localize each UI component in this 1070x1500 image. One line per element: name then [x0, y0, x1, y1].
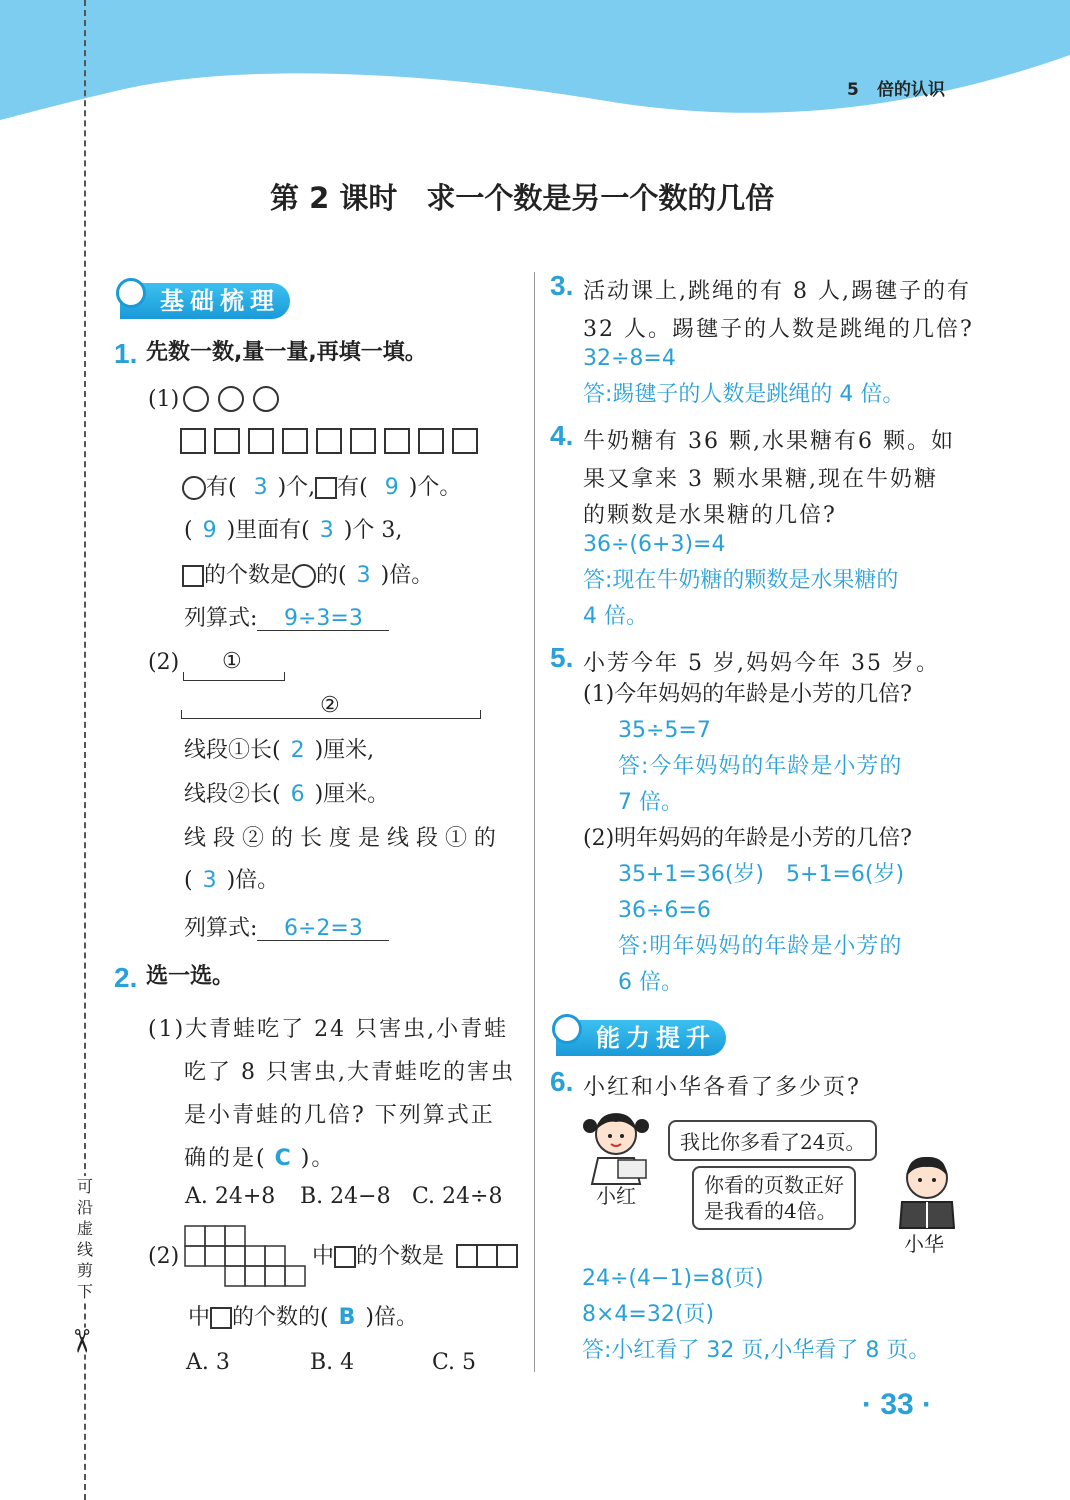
q6-answer-1: 24÷(4−1)=8(页) [582, 1266, 764, 1291]
q5-p2-answer-1: 35+1=36(岁) 5+1=6(岁) [618, 862, 905, 887]
square-symbol [182, 565, 204, 587]
q5-p2-answer-4: 6 倍。 [618, 970, 683, 995]
q3-answer-2: 答:踢毽子的人数是跳绳的 4 倍。 [583, 382, 905, 407]
speech-bubble-2: 你看的页数正好 是我看的4倍。 [692, 1166, 856, 1230]
q2-p2-option-c: C. 5 [432, 1350, 477, 1375]
q2-prompt: 选一选。 [146, 964, 235, 989]
q1-p1-label: (1) [148, 387, 180, 412]
q2-p2-option-a: A. 3 [186, 1350, 230, 1375]
q6-answer-2: 8×4=32(页) [582, 1302, 715, 1327]
q1-p2-formula: 列算式: 6÷2=3 [184, 918, 389, 941]
q1-number: 1. [114, 338, 138, 369]
q1-p1-formula: 列算式: 9÷3=3 [184, 608, 389, 631]
q5-p1: (1)今年妈妈的年龄是小芳的几倍? [583, 682, 912, 707]
q3-line2: 32 人。踢毽子的人数是跳绳的几倍? [583, 317, 974, 342]
q3-answer-1: 32÷8=4 [583, 346, 676, 371]
q5-p1-answer-2: 答:今年妈妈的年龄是小芳的 [618, 754, 903, 779]
page-number: · 33 · [862, 1388, 933, 1421]
q5-number: 5. [550, 642, 574, 673]
q4-line1: 牛奶糖有 36 颗,水果糖有6 颗。如 [583, 429, 955, 454]
q5-p1-answer-1: 35÷5=7 [618, 718, 711, 743]
clock-icon [116, 278, 146, 308]
q6-line: 小红和小华各看了多少页? [583, 1075, 861, 1100]
column-divider [534, 272, 535, 1372]
q2-p1-option-b: B. 24−8 [300, 1184, 391, 1209]
boy-illustration [896, 1152, 958, 1232]
q1-p2-label: (2) [148, 650, 180, 675]
q6-answer-3: 答:小红看了 32 页,小华看了 8 页。 [582, 1338, 931, 1363]
q2-p1-line2: 吃了 8 只害虫,大青蛙吃的害虫 [184, 1060, 515, 1085]
circle-symbol [182, 476, 206, 500]
q2-p2-label: (2) [148, 1244, 180, 1269]
page-title: 第 2 课时 求一个数是另一个数的几倍 [270, 181, 775, 215]
q2-p1-line3: 是小青蛙的几倍? 下列算式正 [184, 1103, 495, 1128]
q5-p2-answer-2: 36÷6=6 [618, 898, 711, 923]
speech-bubble-1: 我比你多看了24页。 [668, 1120, 877, 1161]
q1-p2-line4: ( 3 )倍。 [184, 868, 280, 893]
q4-answer-1: 36÷(6+3)=4 [583, 532, 726, 557]
cut-note: 可 沿 虚 线 剪 下 [76, 1177, 93, 1301]
q5-p2: (2)明年妈妈的年龄是小芳的几倍? [583, 826, 912, 851]
grid-figure [184, 1225, 306, 1287]
q4-line2: 果又拿来 3 颗水果糖,现在牛奶糖 [583, 467, 938, 492]
circle-symbol [292, 564, 316, 588]
square-symbol [315, 477, 337, 499]
q3-number: 3. [550, 270, 574, 301]
q1-p1-line1: 有( 3 )个, 有( 9 )个。 [182, 476, 461, 500]
q4-line3: 的颗数是水果糖的几倍? [583, 503, 837, 528]
q2-p2-option-b: B. 4 [310, 1350, 355, 1375]
boy-name: 小华 [904, 1232, 944, 1256]
girl-illustration [580, 1106, 656, 1186]
q2-p2-text: 中 的个数是 [312, 1244, 445, 1269]
scissors-icon: ✂ [62, 1327, 101, 1355]
q2-p2-line2: 中 的个数的( B )倍。 [188, 1305, 418, 1330]
q1-p2-line2: 线段②长( 6 )厘米。 [184, 782, 390, 807]
section-advanced: 能力提升 [556, 1020, 726, 1056]
unit-title: 倍的认识 [877, 80, 945, 100]
q4-answer-2: 答:现在牛奶糖的颗数是水果糖的 [583, 568, 899, 593]
header-wave [0, 0, 1070, 130]
q4-number: 4. [550, 420, 574, 451]
q4-answer-3: 4 倍。 [583, 604, 648, 629]
q5-line: 小芳今年 5 岁,妈妈今年 35 岁。 [583, 651, 940, 676]
unit-number: 5 [847, 80, 859, 100]
circle-row [183, 386, 279, 412]
q2-p1-line4: 确的是( C )。 [184, 1146, 336, 1171]
q5-p2-answer-3: 答:明年妈妈的年龄是小芳的 [618, 934, 903, 959]
q5-p1-answer-3: 7 倍。 [618, 790, 683, 815]
q1-p1-line3: 的个数是 的( 3 )倍。 [182, 564, 433, 588]
segment-1-label: ① [222, 649, 242, 674]
section-basic: 基础梳理 [120, 283, 290, 319]
q3-line1: 活动课上,跳绳的有 8 人,踢毽子的有 [583, 279, 971, 304]
segment-2-label: ② [320, 693, 340, 718]
q2-number: 2. [114, 962, 138, 993]
q2-p1-option-c: C. 24÷8 [412, 1184, 503, 1209]
q1-p2-line3: 线 段 ② 的 长 度 是 线 段 ① 的 [184, 826, 496, 851]
square-row [180, 428, 478, 454]
q2-p1-option-a: A. 24+8 [185, 1184, 276, 1209]
q2-p1-line1: (1)大青蛙吃了 24 只害虫,小青蛙 [148, 1017, 509, 1042]
q1-p2-line1: 线段①长( 2 )厘米, [184, 738, 375, 763]
girl-name: 小红 [596, 1184, 636, 1208]
clock-icon [552, 1014, 582, 1044]
q1-prompt: 先数一数,量一量,再填一填。 [146, 340, 427, 365]
q6-number: 6. [550, 1066, 574, 1097]
three-squares [456, 1244, 518, 1268]
q1-p1-line2: ( 9 )里面有( 3 )个 3, [184, 518, 403, 543]
